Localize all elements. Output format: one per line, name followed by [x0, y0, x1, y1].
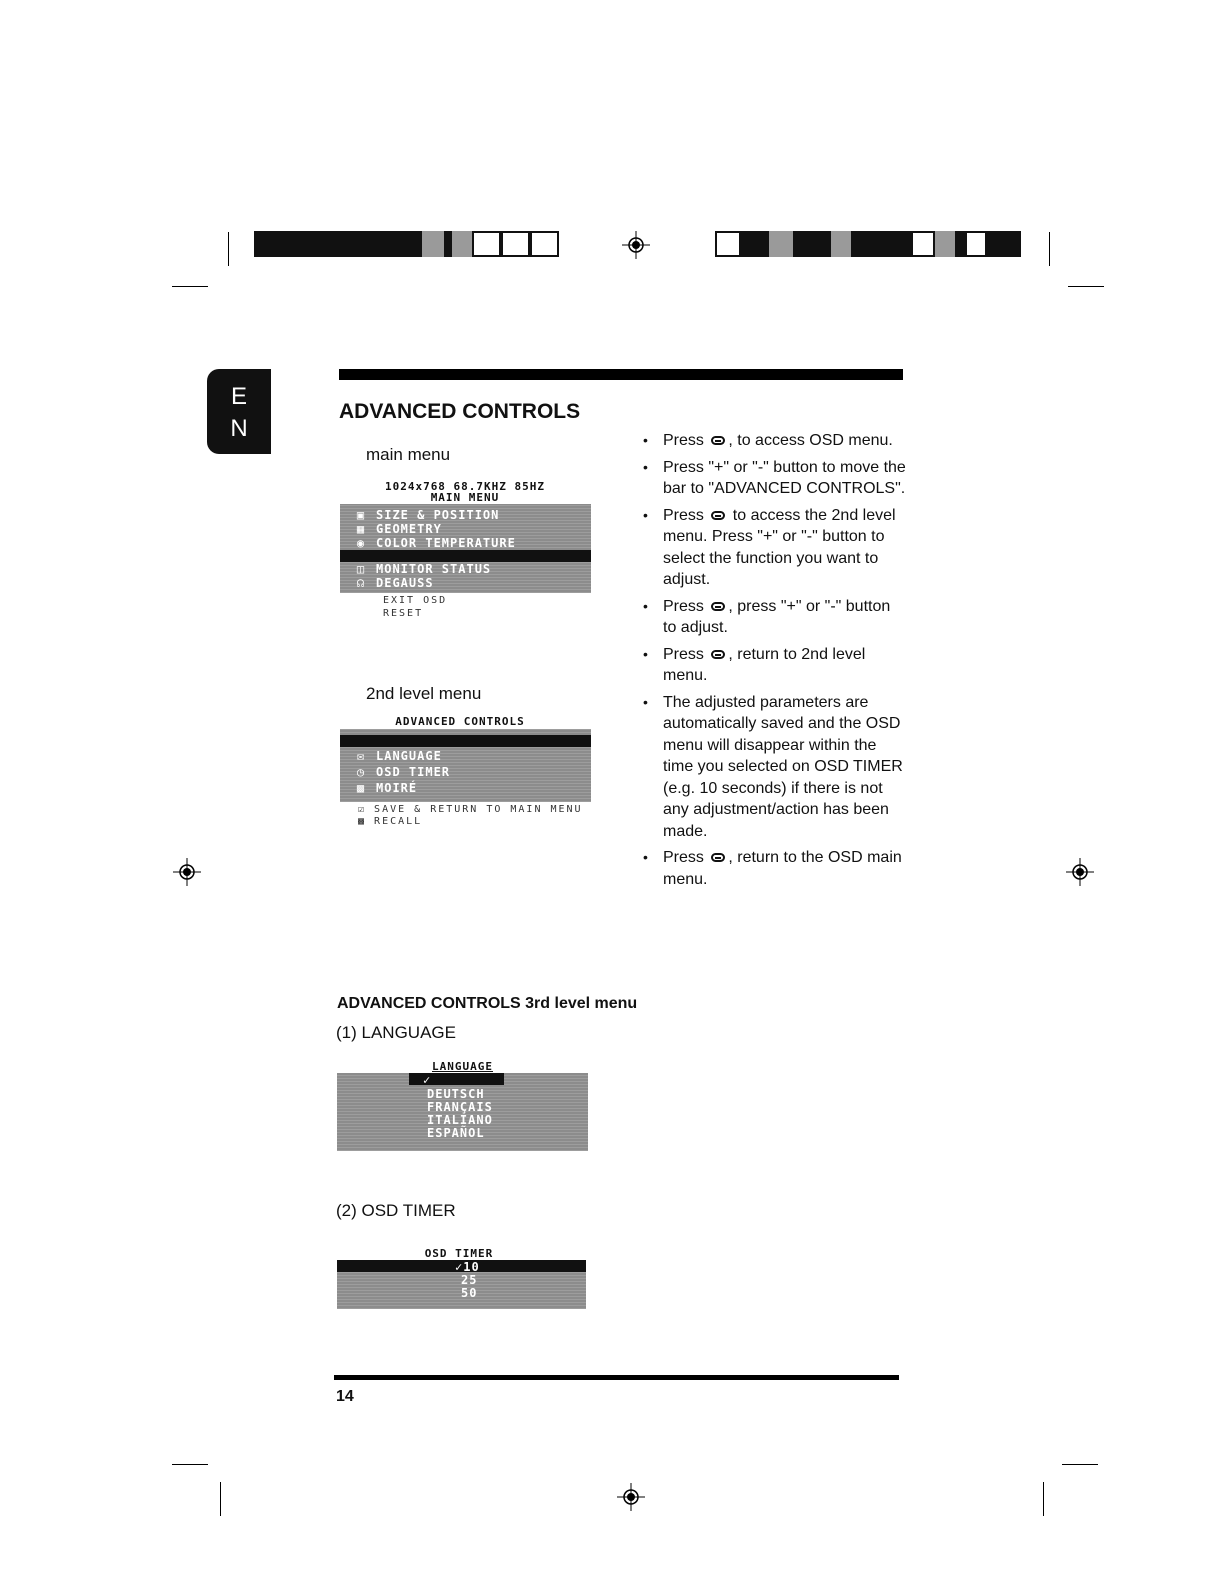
osd-item: ▣ SIZE & POSITION [354, 508, 591, 522]
osd-resolution: 1024x768 68.7KHZ 85HZ [384, 480, 546, 493]
language-icon: ✉ [356, 749, 366, 763]
osd-item: 50 [461, 1286, 478, 1300]
list-item: • The adjusted parameters are automatically saved and the OSD menu will disappear within the time you selected on OSD TIMER (e.g. 10 seconds) if there is not any adjustment/action has been made. [640, 692, 908, 843]
list-item: • Press , press "+" or "-" button to adjust. [640, 596, 908, 639]
recall-icon: ▩ [358, 816, 375, 827]
osd-item: 25 [461, 1273, 478, 1287]
osd-menu-title: MAIN MENU [430, 491, 500, 504]
moire-icon: ▩ [356, 781, 366, 795]
osd-item: ▩ MOIRÉ [354, 781, 591, 795]
registration-bar-left [254, 231, 559, 257]
tab-letter: E [230, 383, 247, 410]
monitor-icon: ◫ [356, 562, 366, 576]
osd-item: ◉ COLOR TEMPERATURE [354, 536, 591, 550]
osd-reset: RESET [383, 608, 424, 619]
osd-item: FRANÇAIS [427, 1100, 493, 1114]
osd-selection-bar [340, 735, 591, 747]
osd-selection-bar [340, 550, 591, 562]
third-level-title: ADVANCED CONTROLS 3rd level menu [337, 995, 638, 1012]
list-item: • Press to access the 2nd level menu. Press "+" or "-" button to select the function you want to adjust. [640, 505, 908, 591]
osd-item: ✓10 [455, 1260, 480, 1274]
crosshair-icon [173, 858, 201, 886]
second-menu-osd [340, 729, 591, 802]
menu-button-icon [711, 853, 725, 862]
osd-save: ☑ SAVE & RETURN TO MAIN MENU [358, 804, 583, 815]
osd-item: DEUTSCH [427, 1087, 485, 1101]
language-header: LANGUAGE [432, 1060, 493, 1073]
instruction-list [640, 430, 908, 895]
size-icon: ▣ [356, 508, 366, 522]
osd-exit: EXIT OSD [383, 595, 448, 606]
header-rule [339, 369, 903, 380]
main-menu-label: main menu [366, 445, 451, 464]
osd-check: ✓ [423, 1073, 432, 1087]
crop-mark [220, 1482, 221, 1516]
osd-item: ☊ DEGAUSS [354, 576, 591, 590]
crosshair-icon [622, 231, 650, 259]
menu-button-icon [711, 436, 725, 445]
language-tab [207, 369, 271, 454]
osd-item: ✉ LANGUAGE [354, 749, 591, 763]
page-title: ADVANCED CONTROLS [339, 400, 581, 423]
crop-mark [1068, 286, 1104, 287]
second-menu-header: ADVANCED CONTROLS [395, 715, 525, 728]
language-osd [337, 1073, 588, 1151]
crop-mark [228, 232, 229, 266]
tab-letter: N [230, 415, 248, 442]
timer-icon: ◷ [356, 765, 366, 779]
list-item: • Press "+" or "-" button to move the bar to "ADVANCED CONTROLS". [640, 457, 908, 500]
second-menu-label: 2nd level menu [366, 684, 482, 703]
registration-bar-right [715, 231, 1021, 257]
footer-rule [334, 1375, 899, 1380]
crosshair-icon [617, 1483, 645, 1511]
menu-button-icon [711, 511, 725, 520]
crop-mark [1043, 1482, 1044, 1516]
crop-mark [1049, 232, 1050, 266]
language-label: (1) LANGUAGE [336, 1023, 456, 1042]
crop-mark [1062, 1464, 1098, 1465]
crop-mark [172, 1464, 208, 1465]
color-icon: ◉ [356, 536, 366, 550]
osd-item: ITALIANO [427, 1113, 493, 1127]
osd-timer-label: (2) OSD TIMER [336, 1201, 456, 1220]
menu-button-icon [711, 650, 725, 659]
osd-item: ◷ OSD TIMER [354, 765, 591, 779]
list-item: • Press , to access OSD menu. [640, 430, 908, 452]
degauss-icon: ☊ [356, 576, 366, 590]
list-item: • Press , return to 2nd level menu. [640, 644, 908, 687]
crosshair-icon [1066, 858, 1094, 886]
geometry-icon: ▦ [356, 522, 366, 536]
osd-timer-osd [337, 1260, 586, 1309]
main-menu-osd [340, 504, 591, 593]
osd-timer-header: OSD TIMER [424, 1247, 494, 1260]
page-number: 14 [336, 1388, 354, 1405]
osd-item: ESPAÑOL [427, 1126, 485, 1140]
osd-item: ◫ MONITOR STATUS [354, 562, 591, 576]
list-item: • Press , return to the OSD main menu. [640, 847, 908, 890]
crop-mark [172, 286, 208, 287]
main-menu-header [340, 480, 590, 504]
osd-recall: ▩ RECALL [358, 816, 423, 827]
osd-item: ▦ GEOMETRY [354, 522, 591, 536]
menu-button-icon [711, 602, 725, 611]
save-icon: ☑ [358, 804, 375, 815]
